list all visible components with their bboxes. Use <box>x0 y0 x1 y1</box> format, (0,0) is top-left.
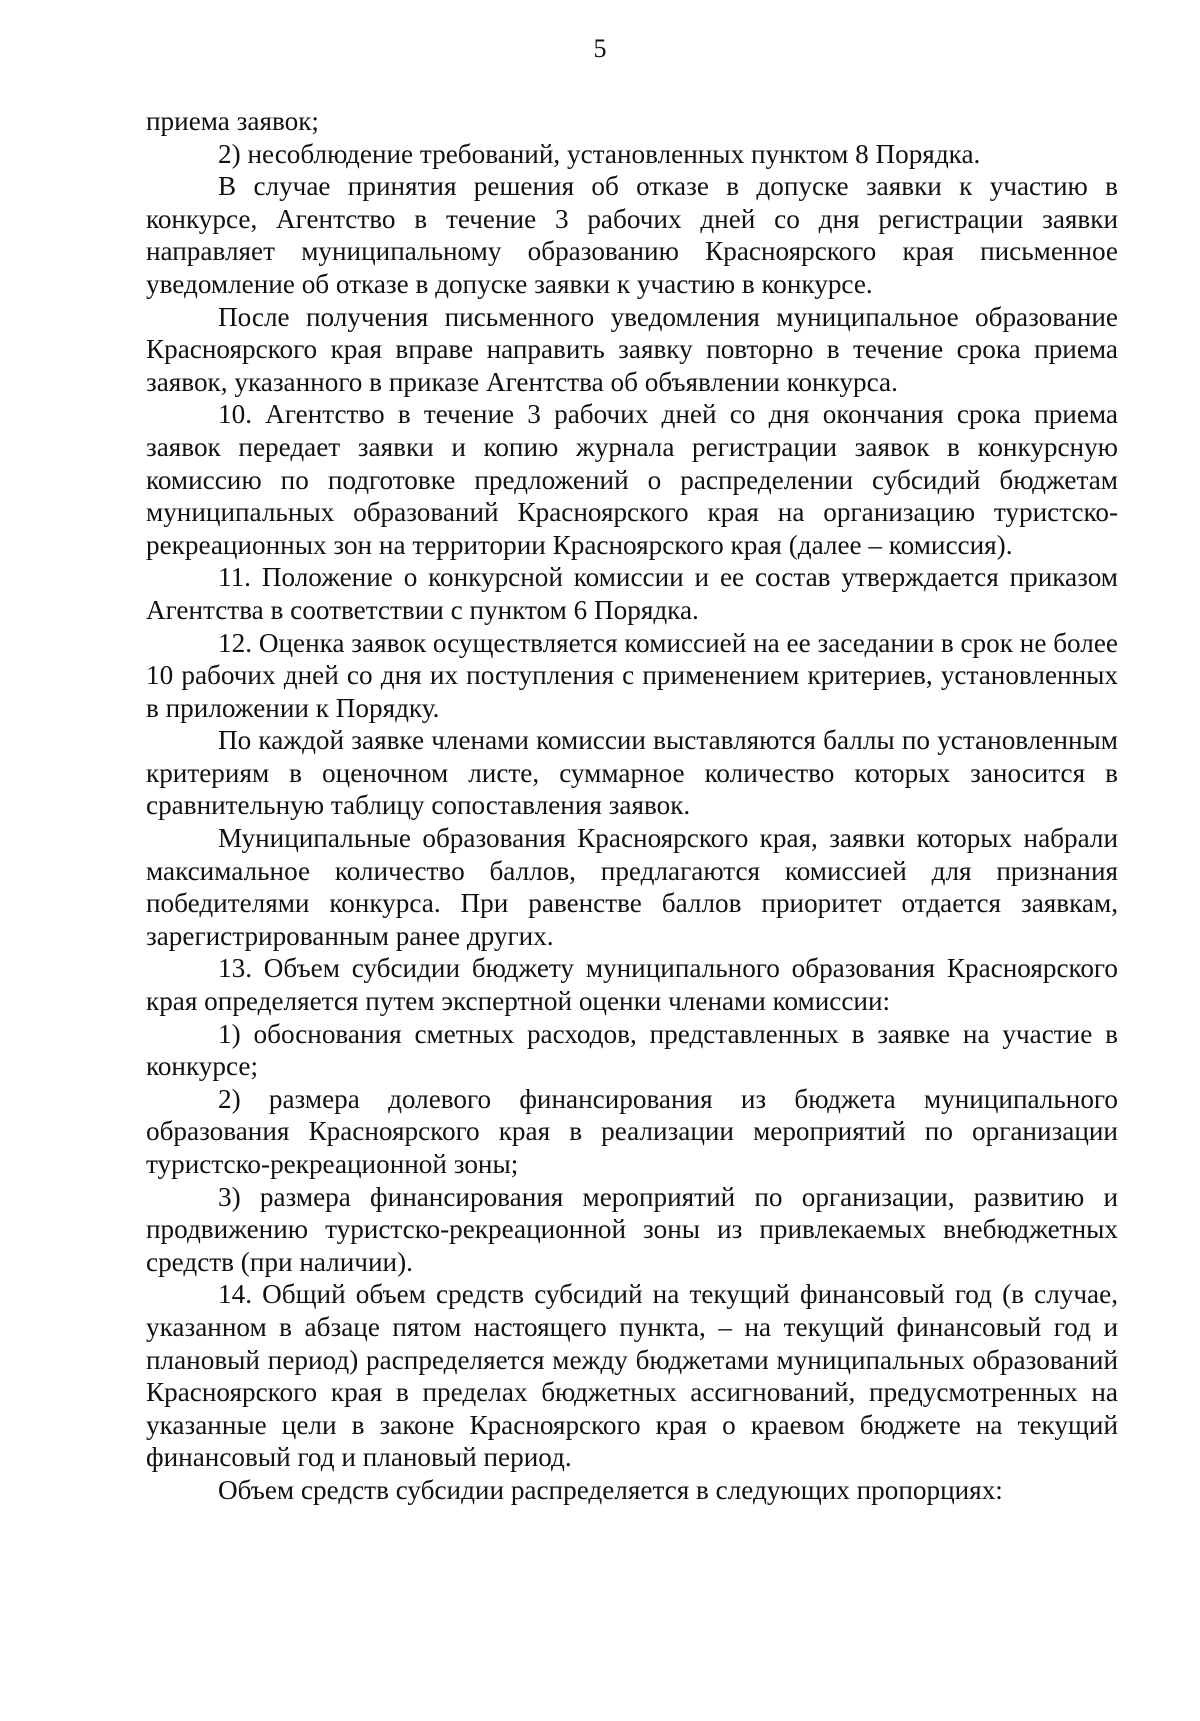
paragraph-13: 13. Объем субсидии бюджету муниципального образования Красноярского края определяется путем экспертной оценки членами комиссии: <box>146 953 1118 1017</box>
paragraph-11: 11. Положение о конкурсной комиссии и ее состав утверждается приказом Агентства в соответствии с пунктом 6 Порядка. <box>146 562 1118 625</box>
paragraph-refusal-notice: В случае принятия решения об отказе в допуске заявки к участию в конкурсе, Агентство в течение 3 рабочих дней со дня регистрации заявки направляет муниципальному образованию Красноярского края письменное уведомление об отказе в допуске заявки к участию в конкурсе. <box>146 171 1118 299</box>
paragraph-13-item-3: 3) размера финансирования мероприятий по организации, развитию и продвижению туристско-рекреационной зоны из привлекаемых внебюджетных средств (при наличии). <box>146 1181 1118 1277</box>
paragraph-winners: Муниципальные образования Красноярского края, заявки которых набрали максимальное количество баллов, предлагаются комиссией для признания победителями конкурса. При равенстве баллов приоритет отдается заявкам, зарегистрированным ранее других. <box>146 823 1118 951</box>
paragraph-13-item-2: 2) размера долевого финансирования из бюджета муниципального образования Красноярского края в реализации мероприятий по организации туристско-рекреационной зоны; <box>146 1083 1118 1179</box>
paragraph-13-item-1: 1) обоснования сметных расходов, представленных в заявке на участие в конкурсе; <box>146 1018 1118 1082</box>
paragraph-14: 14. Общий объем средств субсидий на текущий финансовый год (в случае, указанном в абзаце пятом настоящего пункта, – на текущий финансовый год и плановый период) распределяется между бюджетами муниципальных образований Красноярского края в пределах бюджетных ассигнований, предусмотренных на указанные цели в законе Красноярского края о краевом бюджете на текущий финансовый год и плановый период. <box>146 1279 1118 1473</box>
paragraph-12: 12. Оценка заявок осуществляется комиссией на ее заседании в срок не более 10 рабочих дней со дня их поступления с применением критериев, установленных в приложении к Порядку. <box>146 627 1118 723</box>
paragraph-continuation: приема заявок; <box>146 106 319 136</box>
paragraph-scoring: По каждой заявке членами комиссии выставляются баллы по установленным критериям в оценочном листе, суммарное количество которых заносится в сравнительную таблицу сопоставления заявок. <box>146 725 1118 821</box>
paragraph-10: 10. Агентство в течение 3 рабочих дней со дня окончания срока приема заявок передает заявки и копию журнала регистрации заявок в конкурсную комиссию по подготовке предложений о распределении субсидий бюджетам муниципальных образований Красноярского края на организацию туристско-рекреационных зон на территории Красноярского края (далее – комиссия). <box>146 399 1118 560</box>
paragraph-item-2: 2) несоблюдение требований, установленных пунктом 8 Порядка. <box>218 138 981 169</box>
paragraph-resubmission: После получения письменного уведомления муниципальное образование Красноярского края вправе направить заявку повторно в течение срока приема заявок, указанного в приказе Агентства об объявлении конкурса. <box>146 301 1118 397</box>
page-number: 5 <box>593 34 607 63</box>
paragraph-proportions: Объем средств субсидии распределяется в следующих пропорциях: <box>218 1474 1003 1505</box>
document-body <box>146 105 1118 1507</box>
